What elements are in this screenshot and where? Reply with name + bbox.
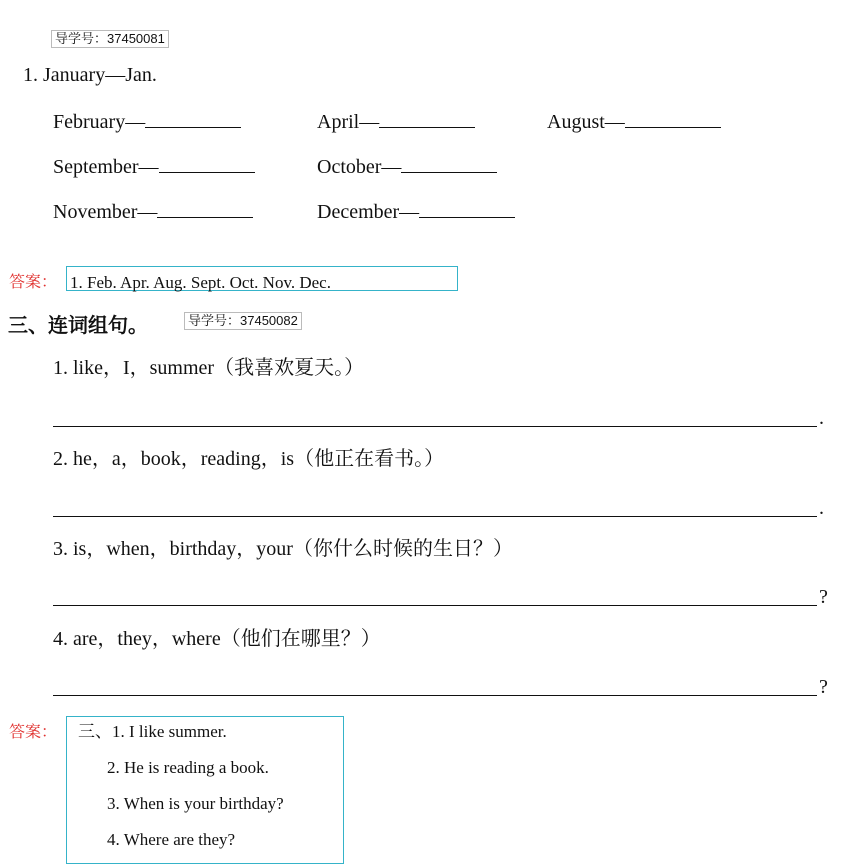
- month-item-april: April—: [317, 109, 475, 134]
- answer-blank[interactable]: [157, 199, 253, 218]
- answer-blank[interactable]: [145, 109, 241, 128]
- answer-label: 答案：: [9, 724, 58, 741]
- month-item-december: December—: [317, 199, 515, 224]
- question-prompt: 4. are，they，where（他们在哪里？）: [53, 628, 381, 650]
- end-mark: ?: [819, 586, 828, 608]
- end-mark: .: [819, 497, 824, 519]
- answer-line[interactable]: [53, 695, 817, 696]
- question-prompt: 1. like，I，summer（我喜欢夏天。）: [53, 357, 365, 379]
- answer-label: 答案：: [9, 274, 58, 291]
- end-mark: ?: [819, 676, 828, 698]
- answer-line-3: 3. When is your birthday?: [107, 794, 284, 813]
- answer-line[interactable]: [53, 516, 817, 517]
- month-example: 1. January—Jan.: [23, 64, 157, 86]
- month-item-october: October—: [317, 154, 497, 179]
- answer-line-2: 2. He is reading a book.: [107, 758, 269, 777]
- answer-blank[interactable]: [401, 154, 497, 173]
- month-item-february: February—: [53, 109, 241, 134]
- month-item-august: August—: [547, 109, 721, 134]
- answer-line-1: 三、1. I like summer.: [78, 722, 227, 741]
- month-item-september: September—: [53, 154, 255, 179]
- question-prompt: 2. he，a，book，reading，is（他正在看书。）: [53, 448, 445, 470]
- section-title: 三、连词组句。: [8, 313, 148, 337]
- end-mark: .: [819, 407, 824, 429]
- guide-number: 导学号：37450082: [184, 312, 302, 330]
- answer-blank[interactable]: [419, 199, 515, 218]
- answer-text: 1. Feb. Apr. Aug. Sept. Oct. Nov. Dec.: [70, 273, 331, 292]
- answer-line[interactable]: [53, 605, 817, 606]
- guide-number: 导学号：37450081: [51, 30, 169, 48]
- month-item-november: November—: [53, 199, 253, 224]
- answer-line[interactable]: [53, 426, 817, 427]
- answer-box: [66, 266, 458, 291]
- question-prompt: 3. is，when，birthday，your（你什么时候的生日？）: [53, 538, 513, 560]
- answer-box: [66, 716, 344, 864]
- answer-blank[interactable]: [625, 109, 721, 128]
- answer-blank[interactable]: [159, 154, 255, 173]
- answer-blank[interactable]: [379, 109, 475, 128]
- answer-line-4: 4. Where are they?: [107, 830, 236, 849]
